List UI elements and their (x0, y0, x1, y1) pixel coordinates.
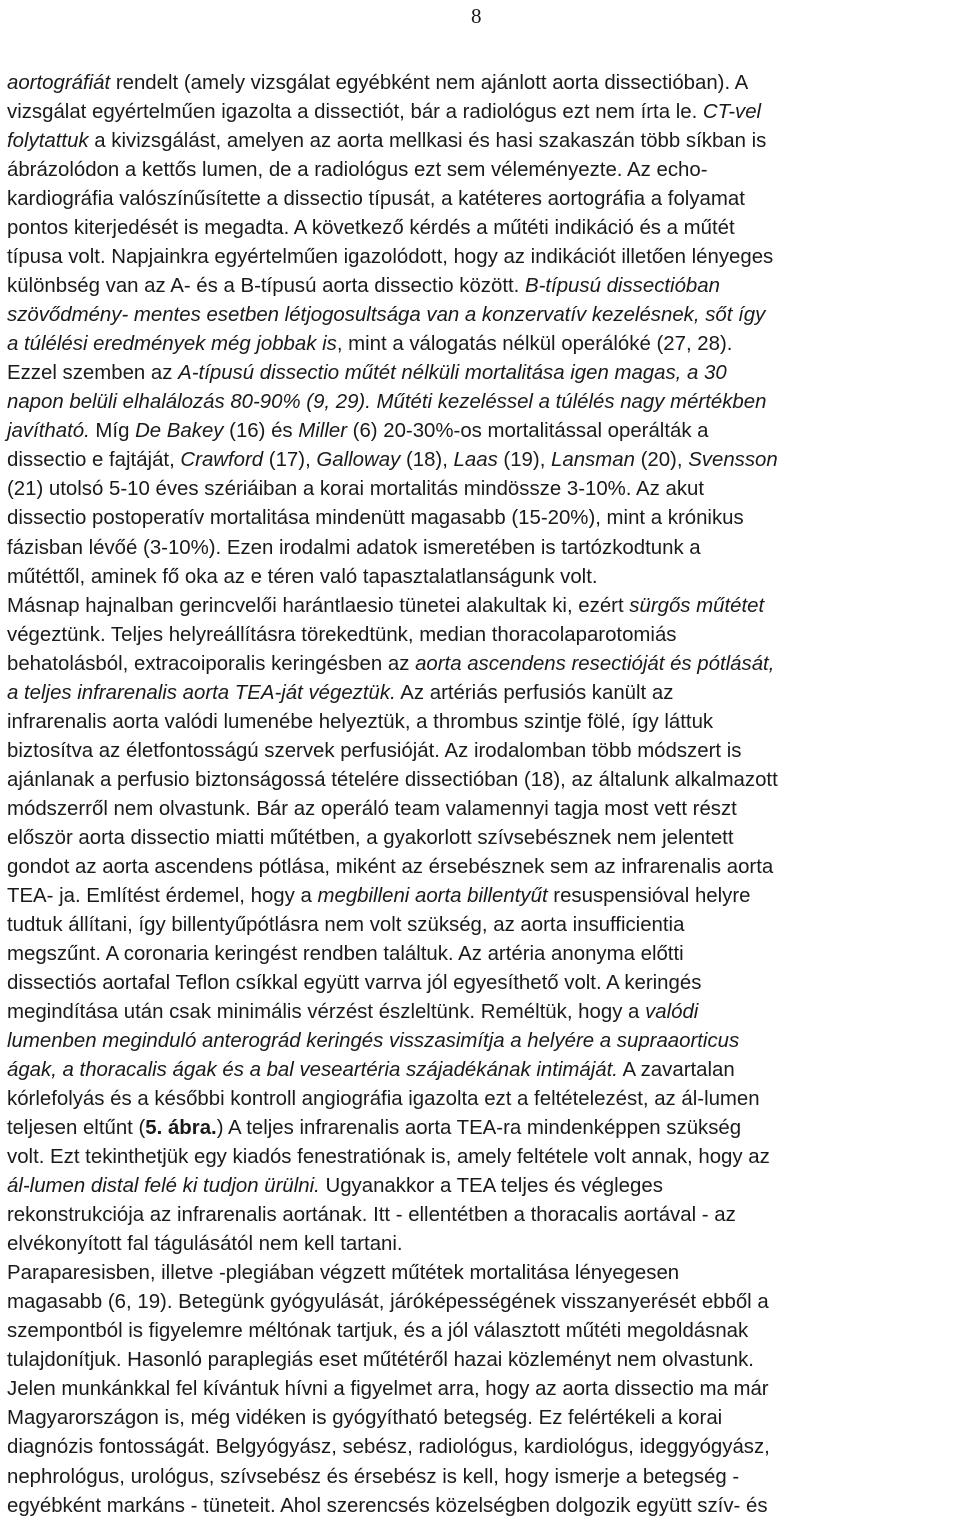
text-run: gondot az aorta ascendens pótlása, miként az érsebésznek sem az infrarenalis aorta (7, 855, 774, 878)
text-run: (6) 20-30%-os mortalitással operálták a (347, 420, 709, 443)
text-line (7, 1492, 955, 1521)
text-line (7, 301, 955, 330)
text-run: infrarenalis aorta valódi lumenébe helyeztük, a thrombus szintje fölé, így láttuk (7, 710, 714, 733)
text-line (7, 969, 955, 998)
text-run: nephrológus, urológus, szívsebész és érsebész is kell, hogy ismerje a betegség - (7, 1465, 740, 1488)
text-run: A zavartalan (617, 1059, 735, 1082)
text-run: behatolásból, extracoiporalis keringésben az (7, 652, 416, 675)
text-run: különbség van az A- és a B-típusú aorta dissectio között. (7, 275, 525, 298)
text-run: teljesen eltűnt ( (7, 1117, 146, 1140)
italic-text-run: A-típusú dissectio műtét nélküli mortalitása igen magas, a 30 (178, 362, 727, 385)
text-run: biztosítva az életfontosságú szervek perfusióját. Az irodalomban több módszert is (7, 739, 742, 762)
text-line (7, 1143, 955, 1172)
italic-text-run: De Bakey (135, 420, 224, 443)
italic-text-run: sürgős műtétet (629, 594, 765, 617)
italic-text-run: szövődmény- mentes esetben létjogosultsága van a konzervatív kezelésnek, sőt így (7, 304, 766, 327)
text-line (7, 1027, 955, 1056)
text-run: Másnap hajnalban gerincvelői harántlaesio tünetei alakultak ki, ezért (7, 594, 630, 617)
text-run: vizsgálat egyértelműen igazolta a dissectiót, bár a radiológus ezt nem írta le. (7, 101, 703, 124)
text-run: egyébként markáns - tüneteit. Ahol szerencsés közelségben dolgozik együtt szív- és (7, 1494, 768, 1517)
text-run: módszerről nem olvastunk. Bár az operáló team valamennyi tagja most vett részt (7, 797, 737, 820)
italic-text-run: aorta ascendens resectióját és pótlását, (415, 652, 775, 675)
italic-text-run: javítható. (7, 420, 90, 443)
text-run: dissectio e fajtáját, (7, 449, 181, 472)
text-run: pontos kiterjedését is megadta. A következő kérdés a műtéti indikáció és a műtét (7, 217, 735, 240)
text-run: TEA- ja. Említést érdemel, hogy a (7, 884, 318, 907)
italic-text-run: ál-lumen distal felé ki tudjon ürülni. (7, 1175, 320, 1198)
text-line (7, 795, 955, 824)
text-line (7, 621, 955, 650)
text-line (7, 1463, 955, 1492)
text-line (7, 1288, 955, 1317)
text-line (7, 243, 955, 272)
text-line (7, 1404, 955, 1433)
text-line (7, 1172, 955, 1201)
text-line (7, 69, 955, 98)
text-run: tulajdonítjuk. Hasonló paraplegiás eset műtétéről hazai közleményt nem olvastunk. (7, 1349, 754, 1372)
text-run: resuspensióval helyre (547, 884, 751, 907)
text-line (7, 679, 955, 708)
text-line (7, 737, 955, 766)
text-line (7, 882, 955, 911)
text-run: volt. Ezt tekinthetjük egy kiadós fenestratiónak is, amely feltétele volt annak, hogy az (7, 1146, 770, 1169)
italic-text-run: CT-vel (702, 101, 762, 124)
text-run: , mint a válogatás nélkül operálóké (27, 28). (336, 333, 733, 356)
italic-text-run: a túlélési eredmények még jobbak is (7, 333, 337, 356)
text-line (7, 272, 955, 301)
text-run: kórlefolyás és a későbbi kontroll angiográfia igazolta ezt a feltételezést, az ál-lumen (7, 1088, 760, 1111)
text-line (7, 853, 955, 882)
text-line (7, 534, 955, 563)
text-line (7, 940, 955, 969)
text-run: tudtuk állítani, így billentyűpótlásra nem volt szükség, az aorta insufficientia (7, 913, 685, 936)
italic-text-run: ágak, a thoracalis ágak és a bal veseartéria szájadékának intimáját. (7, 1059, 618, 1082)
italic-text-run: Crawford (180, 449, 264, 472)
text-line (7, 650, 955, 679)
text-run: a kivizsgálást, amelyen az aorta mellkasi és hasi szakaszán több síkban is (88, 130, 767, 153)
italic-text-run: Laas (453, 449, 498, 472)
text-run: rekonstrukciója az infrarenalis aortának. Itt - ellentétben a thoracalis aortával - az (7, 1204, 736, 1227)
text-run: Ezzel szemben az (7, 362, 179, 385)
text-line (7, 998, 955, 1027)
text-run: elvékonyított fal tágulásától nem kell tartani. (7, 1233, 403, 1256)
text-line (7, 708, 955, 737)
text-run: ) A teljes infrarenalis aorta TEA-ra mindenképpen szükség (216, 1117, 742, 1140)
text-run: Jelen munkánkkal fel kívántuk hívni a figyelmet arra, hogy az aorta dissectio ma már (7, 1378, 769, 1401)
text-run: Ugyanakkor a TEA teljes és végleges (319, 1175, 663, 1198)
text-run: kardiográfia valószínűsítette a dissectio típusát, a katéteres aortográfia a folyamat (7, 188, 745, 211)
text-line (7, 446, 955, 475)
text-run: műtéttől, aminek fő oka az e téren való tapasztalatlanságunk volt. (7, 565, 598, 588)
italic-text-run: a teljes infrarenalis aorta TEA-ját végeztük. (7, 681, 396, 704)
text-line (7, 1201, 955, 1230)
text-run: ábrázolódon a kettős lumen, de a radiológus ezt sem véleményezte. Az echo- (7, 159, 708, 182)
text-run: (17), (263, 449, 317, 472)
text-line (7, 1317, 955, 1346)
text-line (7, 1375, 955, 1404)
text-line (7, 127, 955, 156)
italic-text-run: megbilleni aorta billentyűt (317, 884, 548, 907)
bold-text-run: 5. ábra. (145, 1117, 217, 1140)
text-line (7, 417, 955, 446)
text-run: Az artériás perfusiós kanült az (395, 681, 674, 704)
italic-text-run: Miller (298, 420, 347, 443)
text-line (7, 1085, 955, 1114)
text-run: diagnózis fontosságát. Belgyógyász, sebész, radiológus, kardiológus, ideggyógyász, (7, 1436, 770, 1459)
text-run: Paraparesisben, illetve -plegiában végzett műtétek mortalitása lényegesen (7, 1262, 680, 1285)
text-run: (21) utolsó 5-10 éves szériáiban a korai mortalitás mindössze 3-10%. Az akut (7, 478, 705, 501)
page-number: 8 (471, 4, 482, 28)
italic-text-run: lumenben meginduló anterográd keringés visszasimítja a helyére a supraaorticus (7, 1030, 740, 1053)
text-run: fázisban lévőé (3-10%). Ezen irodalmi adatok ismeretében is tartózkodtunk a (7, 536, 701, 559)
text-run: (20), (634, 449, 689, 472)
italic-text-run: napon belüli elhalálozás 80-90% (9, 29). Műtéti kezeléssel a túlélés nagy mértékben (7, 391, 767, 414)
text-line (7, 1056, 955, 1085)
text-line (7, 1346, 955, 1375)
italic-text-run: aortográfiát (7, 72, 111, 94)
text-line (7, 185, 955, 214)
text-line (7, 911, 955, 940)
text-line (7, 1259, 955, 1288)
text-line (7, 475, 955, 504)
text-run: (19), (497, 449, 552, 472)
text-run: Míg (89, 420, 136, 443)
text-run: szempontból is figyelemre méltónak tartjuk, és a jól választott műtéti megoldásnak (7, 1320, 749, 1343)
text-run: (16) és (223, 420, 299, 443)
italic-text-run: valódi (645, 1001, 699, 1023)
text-line (7, 1114, 955, 1143)
text-run: típusa volt. Napjainkra egyértelműen igazolódott, hogy az indikációt illetően lényeges (7, 246, 774, 269)
text-run: először aorta dissectio miatti műtétben, a gyakorlott szívsebésznek nem jelentett (7, 826, 734, 849)
italic-text-run: folytattuk (7, 130, 89, 153)
text-run: magasabb (6, 19). Betegünk gyógyulását, járóképességének visszanyerését ebből a (7, 1291, 769, 1314)
text-line (7, 1433, 955, 1462)
text-line (7, 766, 955, 795)
text-run: megindítása után csak minimális vérzést észleltünk. Reméltük, hogy a (7, 1001, 646, 1023)
italic-text-run: B-típusú dissectióban (524, 275, 720, 298)
text-run: rendelt (amely vizsgálat egyébként nem ajánlott aorta dissectióban). A (110, 72, 749, 94)
text-line (7, 330, 955, 359)
text-line (7, 824, 955, 853)
text-line (7, 563, 955, 592)
italic-text-run: Galloway (316, 449, 401, 472)
text-run: (18), (400, 449, 454, 472)
text-line (7, 98, 955, 127)
body-text (7, 69, 955, 1521)
text-line (7, 1230, 955, 1259)
text-run: dissectiós aortafal Teflon csíkkal együtt varrva jól egyesíthető volt. A keringés (7, 971, 702, 994)
text-line (7, 592, 955, 621)
text-run: Magyarországon is, még vidéken is gyógyítható betegség. Ez felértékeli a korai (7, 1407, 723, 1430)
italic-text-run: Lansman (551, 449, 635, 472)
text-line (7, 504, 955, 533)
text-line (7, 359, 955, 388)
text-line (7, 214, 955, 243)
text-run: végeztünk. Teljes helyreállításra törekedtünk, median thoracolaparotomiás (7, 623, 677, 646)
text-run: megszűnt. A coronaria keringést rendben találtuk. Az artéria anonyma előtti (7, 942, 684, 965)
text-run: ajánlanak a perfusio biztonságossá tételére dissectióban (18), az általunk alkalmazott (7, 768, 778, 791)
italic-text-run: Svensson (688, 449, 778, 472)
text-line (7, 156, 955, 185)
text-run: dissectio postoperatív mortalitása mindenütt magasabb (15-20%), mint a krónikus (7, 507, 744, 530)
text-line (7, 388, 955, 417)
